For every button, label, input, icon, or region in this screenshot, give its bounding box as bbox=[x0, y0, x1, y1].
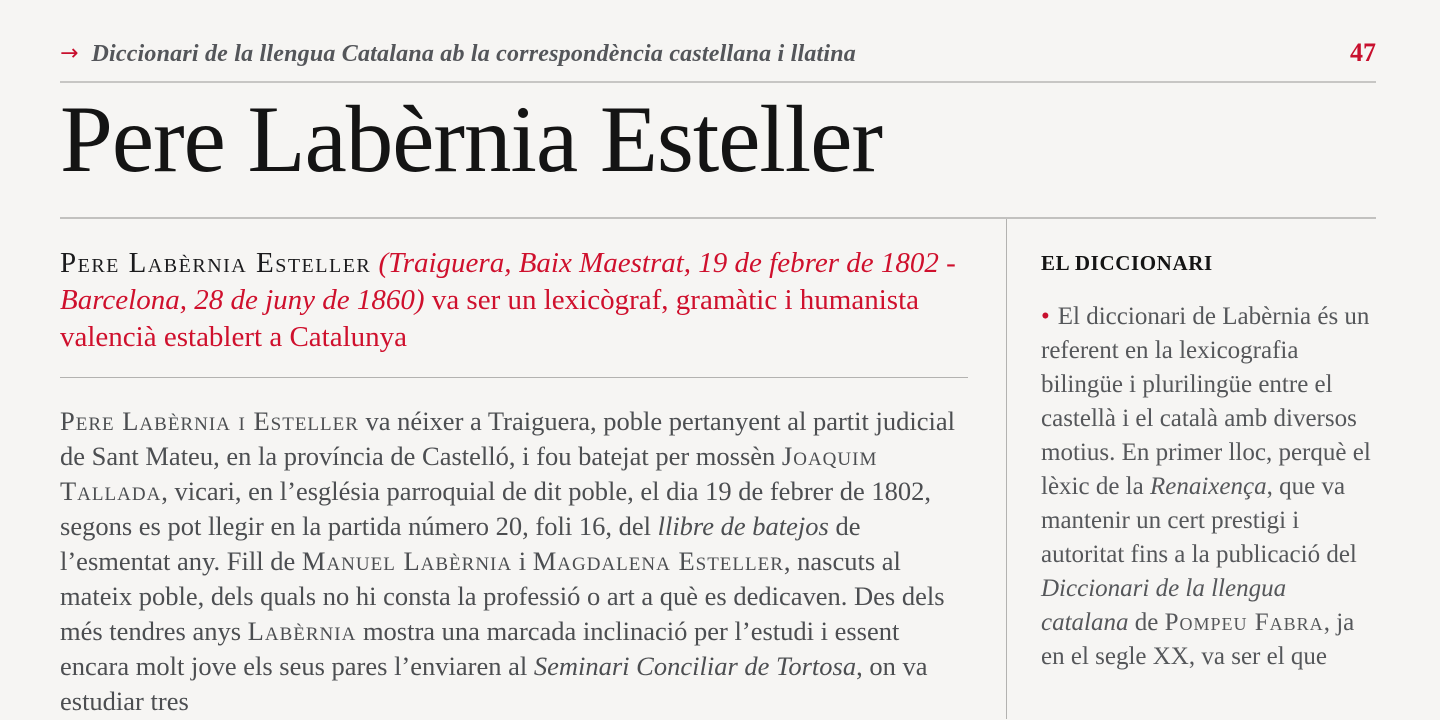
lead-paragraph bbox=[60, 245, 968, 356]
main-column bbox=[60, 219, 1007, 719]
text-segment: Joaquim Tallada bbox=[60, 441, 878, 506]
sidebar-heading: EL DICCIONARI bbox=[1041, 251, 1213, 275]
text-segment: de l’esmentat any. Fill de bbox=[60, 511, 861, 576]
page-number: 47 bbox=[1350, 38, 1376, 67]
text-segment: i bbox=[512, 546, 533, 576]
bullet-icon: • bbox=[1041, 303, 1050, 330]
text-segment: (Traiguera, Baix Maestrat, 19 de febrer de 1802 - Barcelona, 28 de juny de 1860) bbox=[60, 247, 956, 316]
sidebar-paragraph-text bbox=[1041, 303, 1371, 670]
text-segment: Pompeu Fabra bbox=[1164, 609, 1324, 636]
lead-divider bbox=[60, 377, 968, 378]
running-title: Diccionari de la llengua Catalana ab la correspondència castellana i llatina bbox=[91, 41, 857, 67]
text-segment: Labèrnia bbox=[247, 616, 357, 646]
text-segment: de bbox=[1128, 609, 1165, 636]
text-segment: Pere Labèrnia i Esteller bbox=[60, 406, 359, 436]
sidebar bbox=[1007, 219, 1376, 719]
text-segment: El diccionari de Labèrnia és un referent en la lexicografia bilingüe i plurilingüe entre el castellà i el català amb diversos motius. En primer lloc, perquè el lèxic de la bbox=[1041, 303, 1371, 500]
text-segment: , vicari, en l’església parroquial de dit poble, el dia 19 de febrer de 1802, segons es pot llegir en la partida número 20, foli 16, del bbox=[60, 476, 931, 541]
running-header-left bbox=[60, 41, 856, 68]
sidebar-paragraph bbox=[1041, 300, 1376, 674]
text-segment: va ser un lexicògraf, gramàtic i humanista valencià establert a Catalunya bbox=[60, 284, 919, 353]
content-columns bbox=[60, 219, 1376, 719]
page-title: Pere Labèrnia Esteller bbox=[60, 86, 883, 192]
text-segment: va néixer a Traiguera, poble pertanyent al partit judicial de Sant Mateu, en la província de Castelló, i fou batejat per mossèn bbox=[60, 406, 955, 471]
header-divider bbox=[60, 81, 1376, 83]
text-segment: , ja en el segle XX, va ser el que bbox=[1041, 609, 1355, 670]
text-segment: Seminari Conciliar de Tortosa bbox=[533, 651, 857, 681]
running-header bbox=[60, 0, 1376, 68]
text-segment: Magdalena Esteller bbox=[532, 546, 784, 576]
text-segment: , que va mantenir un cert prestigi i autoritat fins a la publicació del bbox=[1041, 473, 1357, 568]
text-segment: , on va estudiar tres bbox=[60, 651, 928, 716]
right-arrow-icon: → bbox=[60, 41, 79, 66]
text-segment: llibre de batejos bbox=[657, 511, 829, 541]
body-paragraph bbox=[60, 404, 968, 719]
text-segment: mostra una marcada inclinació per l’estudi i essent encara molt jove els seus pares l’enviaren al bbox=[60, 616, 900, 681]
text-segment: Renaixença bbox=[1149, 473, 1267, 500]
text-segment: Pere Labèrnia Esteller bbox=[60, 247, 372, 279]
text-segment: Diccionari de la llengua catalana bbox=[1041, 575, 1287, 636]
text-segment: , nascuts al mateix poble, dels quals no hi consta la professió o art a què es dedicaven. Des dels més tendres anys bbox=[60, 546, 945, 646]
text-segment: Manuel Labèrnia bbox=[301, 546, 513, 576]
